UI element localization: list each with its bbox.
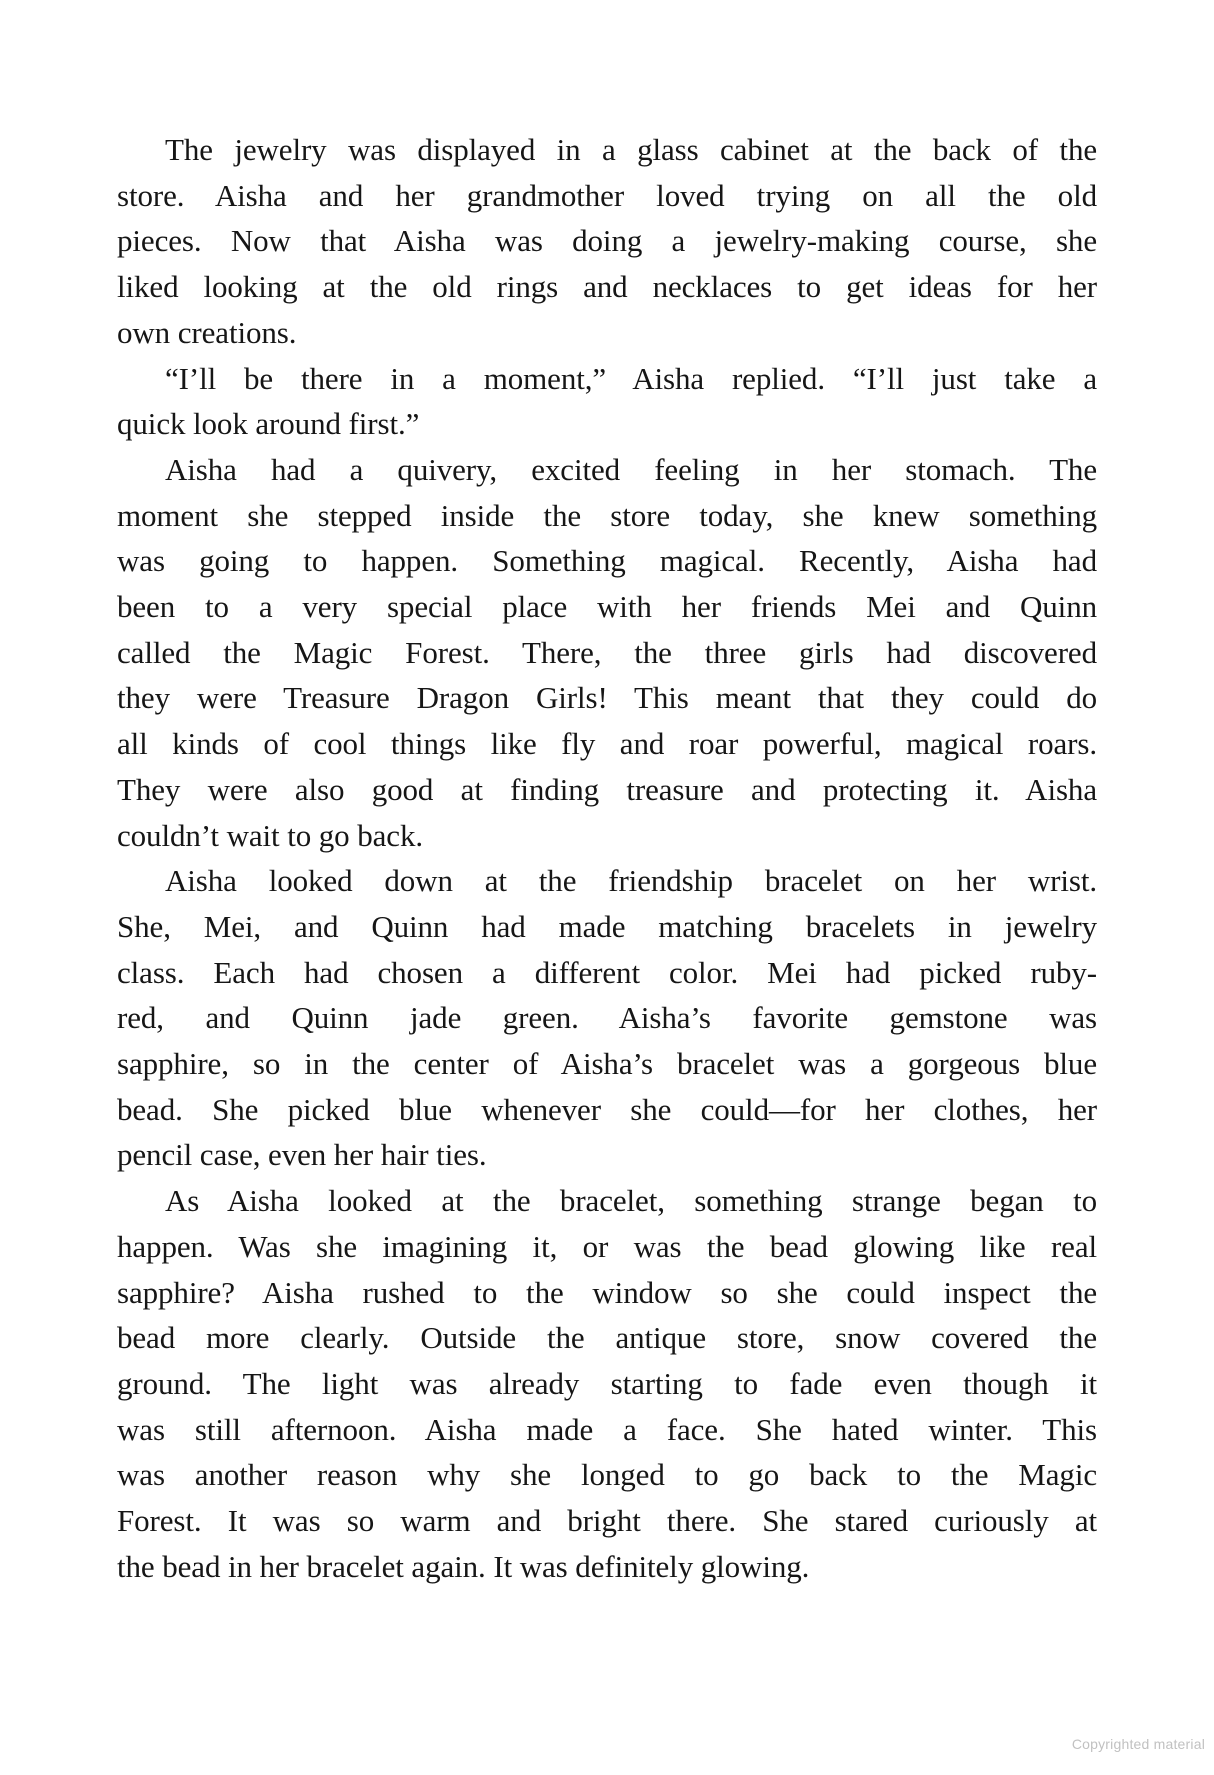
paragraph [117, 447, 1097, 858]
text-line: was another reason why she longed to go back to the Magic [117, 1457, 1097, 1493]
text-line: They were also good at finding treasure and protecting it. Aisha [117, 771, 1097, 807]
text-line: store. Aisha and her grandmother loved trying on all the old [117, 177, 1097, 213]
text-line: class. Each had chosen a different color. Mei had picked ruby- [117, 954, 1097, 990]
text-line: was still afternoon. Aisha made a face. She hated winter. This [117, 1411, 1097, 1447]
copyright-notice: Copyrighted material [1071, 1736, 1205, 1752]
text-line: the bead in her bracelet again. It was definitely glowing. [117, 1548, 810, 1584]
text-line: happen. Was she imagining it, or was the bead glowing like real [117, 1228, 1097, 1264]
text-line: Aisha looked down at the friendship bracelet on her wrist. [165, 863, 1097, 899]
text-line: they were Treasure Dragon Girls! This meant that they could do [117, 680, 1097, 716]
text-line: liked looking at the old rings and necklaces to get ideas for her [117, 269, 1097, 305]
text-line: own creations. [117, 314, 297, 350]
text-line: As Aisha looked at the bracelet, something strange began to [165, 1183, 1097, 1219]
text-line: was going to happen. Something magical. Recently, Aisha had [117, 543, 1097, 579]
text-line: pieces. Now that Aisha was doing a jewelry-making course, she [117, 223, 1097, 259]
text-line: pencil case, even her hair ties. [117, 1137, 487, 1173]
text-line: ground. The light was already starting to fade even though it [117, 1365, 1097, 1401]
paragraph [117, 127, 1097, 356]
text-line: couldn’t wait to go back. [117, 817, 424, 853]
text-line: “I’ll be there in a moment,” Aisha replied. “I’ll just take a [165, 360, 1097, 396]
text-line: red, and Quinn jade green. Aisha’s favorite gemstone was [117, 1000, 1097, 1036]
text-line: all kinds of cool things like fly and roar powerful, magical roars. [117, 726, 1097, 762]
text-line: quick look around first.” [117, 406, 420, 442]
text-line: called the Magic Forest. There, the three girls had discovered [117, 634, 1097, 670]
text-line: bead more clearly. Outside the antique store, snow covered the [117, 1320, 1097, 1356]
text-line: bead. She picked blue whenever she could—for her clothes, her [117, 1091, 1097, 1127]
paragraph [117, 858, 1097, 1178]
paragraph [117, 1178, 1097, 1589]
text-line: been to a very special place with her friends Mei and Quinn [117, 589, 1097, 625]
page-text [117, 127, 1097, 1590]
text-line: sapphire, so in the center of Aisha’s bracelet was a gorgeous blue [117, 1046, 1097, 1082]
text-line: Aisha had a quivery, excited feeling in her stomach. The [165, 451, 1097, 487]
text-line: Forest. It was so warm and bright there. She stared curiously at [117, 1503, 1097, 1539]
text-line: She, Mei, and Quinn had made matching bracelets in jewelry [117, 908, 1097, 944]
text-line: sapphire? Aisha rushed to the window so she could inspect the [117, 1274, 1097, 1310]
text-line: moment she stepped inside the store today, she knew something [117, 497, 1097, 533]
text-line: The jewelry was displayed in a glass cabinet at the back of the [165, 132, 1097, 167]
paragraph [117, 356, 1097, 447]
